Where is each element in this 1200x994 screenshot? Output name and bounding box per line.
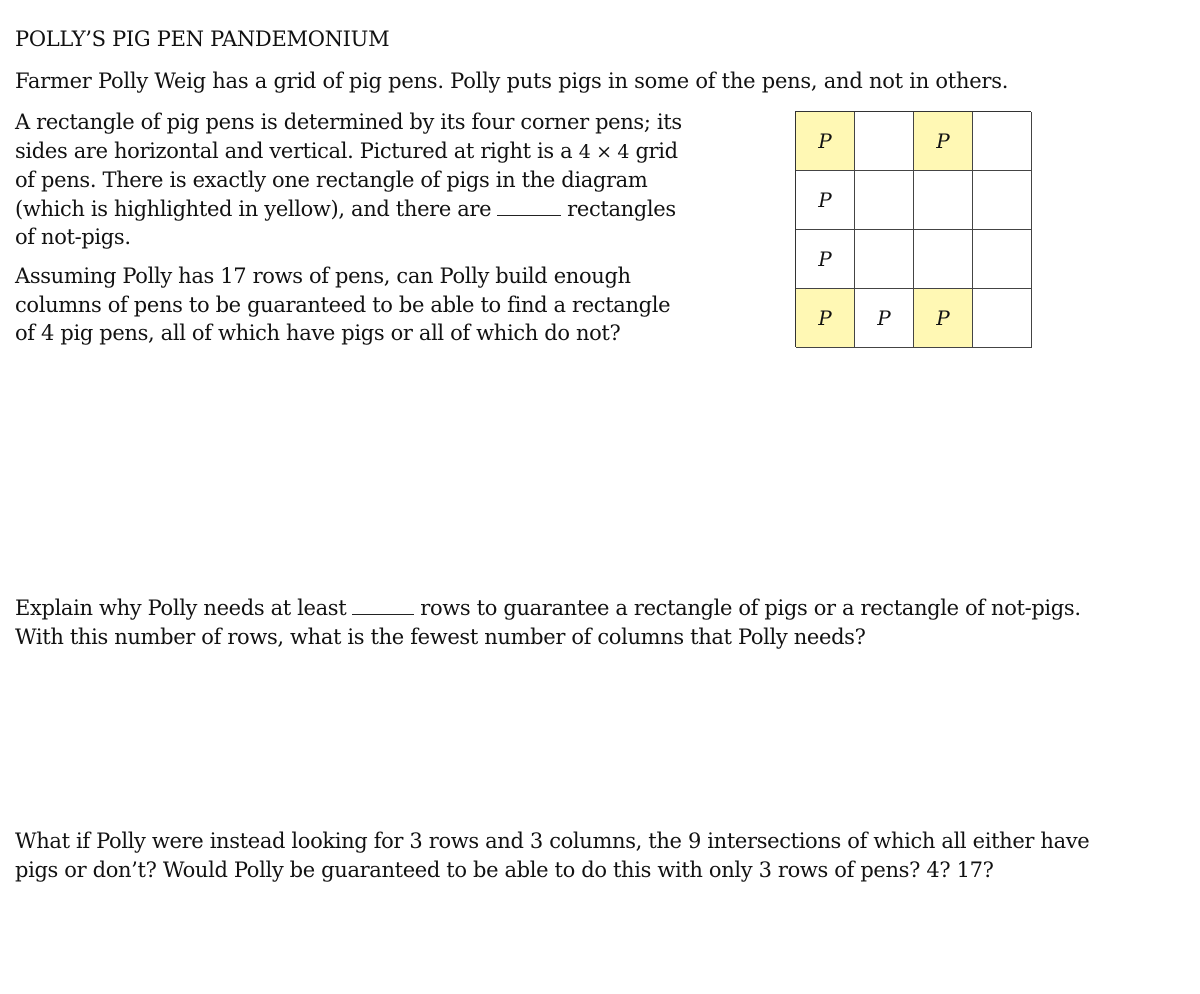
text-line: columns of pens to be guaranteed to be able to find a rectangle: [15, 292, 671, 317]
paragraph-3x3-question: [15, 827, 1089, 884]
answer-blank[interactable]: [497, 214, 561, 216]
text-span: grid: [629, 138, 678, 163]
text-span: Explain why Polly needs at least: [15, 596, 347, 620]
grid-cell: [973, 112, 1032, 171]
text-line: of pens. There is exactly one rectangle of pigs in the diagram: [15, 168, 648, 192]
grid-cell: [855, 171, 914, 230]
text-line: pigs or don’t? Would Polly be guaranteed to be able to do this with only 3 rows of pens? 4? 17?: [15, 857, 994, 882]
paragraph-explain-rows: [15, 594, 1081, 651]
grid-cell: [855, 230, 914, 289]
grid-cell: P: [914, 289, 973, 348]
grid-cell: P: [796, 171, 855, 230]
grid-cell: [914, 230, 973, 289]
text-line: of not-pigs.: [15, 225, 131, 249]
paragraph-rectangle-definition: [15, 108, 735, 252]
text-line: A rectangle of pig pens is determined by its four corner pens; its: [15, 110, 682, 134]
grid-cell: [914, 171, 973, 230]
intro-text: Farmer Polly Weig has a grid of pig pens. Polly puts pigs in some of the pens, and not in others.: [15, 69, 1009, 93]
paragraph-17-rows-question: [15, 262, 735, 348]
text-line: [15, 137, 735, 167]
text-span: (which is highlighted in yellow), and there are: [15, 196, 492, 221]
grid-cell: [973, 171, 1032, 230]
pig-pen-grid: [795, 111, 1031, 347]
text-line: [15, 195, 735, 224]
grid-cell: P: [855, 289, 914, 348]
text-line: [15, 594, 1081, 623]
grid-cell: P: [796, 112, 855, 171]
grid-cell: [855, 112, 914, 171]
grid-cell: [973, 289, 1032, 348]
grid-cell: P: [796, 230, 855, 289]
grid-cell: P: [914, 112, 973, 171]
text-line: What if Polly were instead looking for 3 rows and 3 columns, the 9 intersections of which all either have: [15, 829, 1090, 853]
text-span: rows to guarantee a rectangle of pigs or a rectangle of not-pigs.: [420, 596, 1081, 620]
grid-cell: P: [796, 289, 855, 348]
grid-cell: [973, 230, 1032, 289]
answer-blank[interactable]: [352, 613, 414, 615]
text-line: With this number of rows, what is the fewest number of columns that Polly needs?: [15, 624, 866, 649]
text-span: rectangles: [567, 196, 676, 221]
page-title: POLLY’S PIG PEN PANDEMONIUM: [15, 27, 390, 51]
text-span: sides are horizontal and vertical. Pictured at right is a: [15, 138, 573, 163]
grid-size-math: 4 × 4: [578, 140, 630, 163]
text-line: Assuming Polly has 17 rows of pens, can Polly build enough: [15, 264, 631, 288]
text-line: of 4 pig pens, all of which have pigs or all of which do not?: [15, 321, 621, 345]
